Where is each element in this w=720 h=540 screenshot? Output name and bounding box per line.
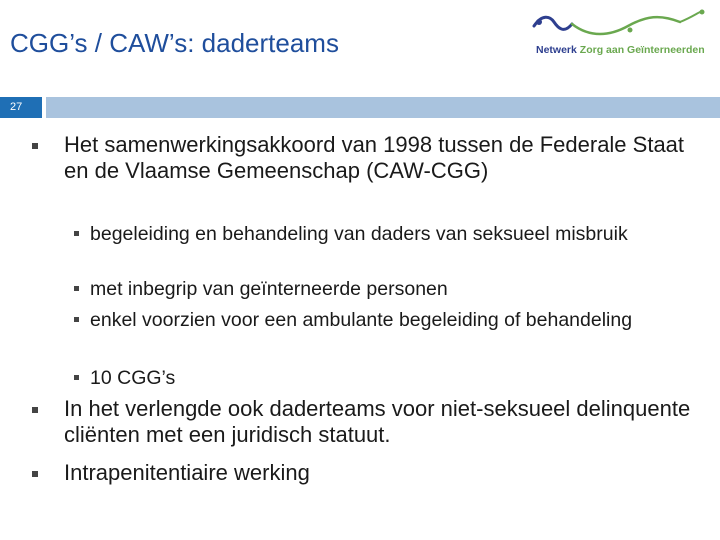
bullet-item [64,396,704,448]
bullet-text: enkel voorzien voor een ambulante begeleiding of behandeling [90,309,633,331]
header-bar [0,97,720,118]
logo-text [536,44,705,56]
square-bullet-icon [74,231,79,236]
bullet-text: Intrapenitentiaire werking [64,460,310,485]
bullet-text: met inbegrip van geïnterneerde personen [90,278,448,300]
bullet-text: Het samenwerkingsakkoord van 1998 tussen de Federale Staat en de Vlaamse Gemeenschap (CAW-CGG) [64,132,685,183]
square-bullet-icon [74,286,79,291]
logo [530,8,710,63]
bullet-item [64,132,704,184]
bullet-text: In het verlengde ook daderteams voor niet-seksueel delinquente cliënten met een juridisch statuut. [64,396,691,447]
slide-title: CGG’s / CAW’s: daderteams [10,28,339,58]
logo-swoosh-icon [530,8,710,44]
header-strip [46,97,720,118]
slide-number: 27 [0,97,42,118]
logo-word-netwerk: Netwerk [536,44,580,56]
square-bullet-icon [32,143,38,149]
sub-bullet-item [90,366,690,390]
square-bullet-icon [74,375,79,380]
sub-bullet-item [90,308,690,332]
square-bullet-icon [74,317,79,322]
sub-bullet-item [90,277,690,301]
bullet-item [64,460,704,486]
sub-bullet-item [90,222,690,246]
square-bullet-icon [32,407,38,413]
bullet-text: begeleiding en behandeling van daders van seksueel misbruik [90,223,628,245]
logo-word-zorg: Zorg aan Geïnterneerden [579,44,705,56]
square-bullet-icon [32,471,38,477]
bullet-text: 10 CGG’s [90,367,176,389]
